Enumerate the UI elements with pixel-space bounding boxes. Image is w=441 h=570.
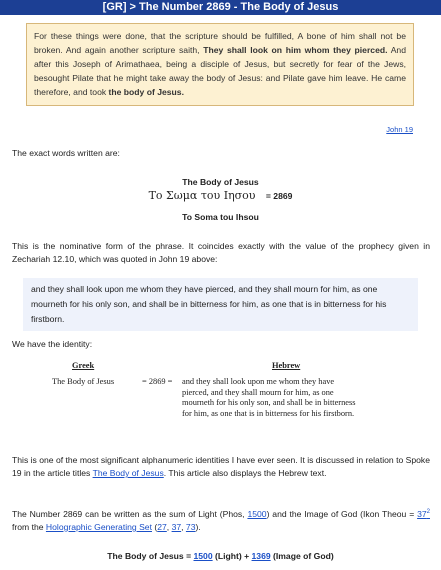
link-1500[interactable]: 1500: [247, 508, 267, 519]
link-27[interactable]: 27: [157, 521, 167, 532]
final-equation: [0, 551, 441, 561]
paragraph-text: (: [151, 521, 158, 532]
scripture-quote-box: [26, 23, 414, 106]
identity-intro: We have the identity:: [12, 339, 93, 349]
paragraph-text: The Number 2869 can be written as the sum of Light (Phos,: [12, 508, 248, 519]
phrase-greek-row: [0, 189, 441, 202]
quote-text: And after this Joseph of Arimathaea, being a disciple of Jesus, but secretly for fear of the Jews, besought Pilate that he might take away the body of Jesus: and Pilate gave him leave. He came therefore, and took: [34, 45, 406, 97]
hebrew-line: mourneth for his only son, and shall be in bitterness: [182, 398, 356, 407]
phrase-transliteration: To Soma tou Ihsou: [182, 212, 259, 222]
separator: ,: [166, 521, 172, 532]
link-37b[interactable]: 37: [171, 521, 182, 532]
link-73[interactable]: 73: [185, 521, 196, 532]
paragraph-text: ) and the Image of God (Ikon Theou =: [266, 508, 418, 519]
holographic-generating-set-link[interactable]: Holographic Generating Set: [45, 521, 152, 532]
hebrew-line: pierced, and they shall mourn for him, as one: [182, 387, 334, 397]
quote-emphasis: They shall look on him whom they pierced.: [203, 45, 388, 55]
final-link-1369[interactable]: 1369: [251, 551, 271, 561]
phrase-english: The Body of Jesus: [182, 177, 259, 187]
identity-hebrew-text: [182, 377, 400, 419]
equation-text: The Body of Jesus =: [107, 551, 194, 561]
link-37-base: 37: [417, 508, 427, 519]
page-title: [GR] > The Number 2869 - The Body of Jesus: [0, 0, 441, 15]
john-19-reference-link[interactable]: John 19: [386, 125, 413, 134]
paragraph-text: . This article also displays the Hebrew text.: [163, 468, 327, 478]
separator: ,: [181, 521, 186, 532]
nominative-paragraph: This is the nominative form of the phrase. It coincides exactly with the value of the prophecy given in Zechariah 12.10, which was quoted in John 19 above:: [12, 241, 430, 264]
quote-text: For these things were done, that the scripture should be fulfilled, A bone of him shall not be broken. And again another scripture saith,: [34, 31, 406, 55]
identity-equals: = 2869 =: [142, 377, 173, 386]
exponent: 2: [426, 509, 430, 515]
phrase-value: = 2869: [265, 191, 293, 201]
paragraph-text: This is one of the most significant alphanumeric identities I have ever seen. It is discussed in relation to Spoke 19 in the article titles: [12, 455, 430, 478]
identity-greek-phrase: The Body of Jesus: [52, 377, 115, 386]
hebrew-line: and they shall look upon me whom they have: [182, 377, 335, 386]
sum-paragraph: [12, 506, 430, 534]
greek-column-header: Greek: [72, 361, 95, 370]
exact-words-intro: The exact words written are:: [12, 148, 120, 158]
link-37[interactable]: [417, 509, 430, 519]
phrase-greek: Το Σωμα του Ιησου: [148, 189, 256, 202]
body-of-jesus-article-link[interactable]: The Body of Jesus: [92, 468, 164, 478]
quote-emphasis: the body of Jesus.: [108, 87, 184, 97]
equation-text: (Image of God): [270, 551, 334, 561]
identity-table: [0, 358, 441, 428]
hebrew-column-header: Hebrew: [272, 361, 301, 370]
equation-text: (Light) +: [212, 551, 252, 561]
significance-paragraph: [12, 454, 430, 480]
paragraph-text: from the: [12, 521, 46, 532]
prophecy-quote: and they shall look upon me whom they have pierced, and they shall mourn for him, as one mourneth for his only son, and shall be in bitterness for him, as one that is in bitterness for his firstborn.: [23, 278, 418, 331]
paragraph-text: ).: [195, 521, 201, 532]
hebrew-line: for him, as one that is in bitterness for his firstborn.: [182, 408, 355, 418]
final-link-1500[interactable]: 1500: [193, 551, 213, 561]
